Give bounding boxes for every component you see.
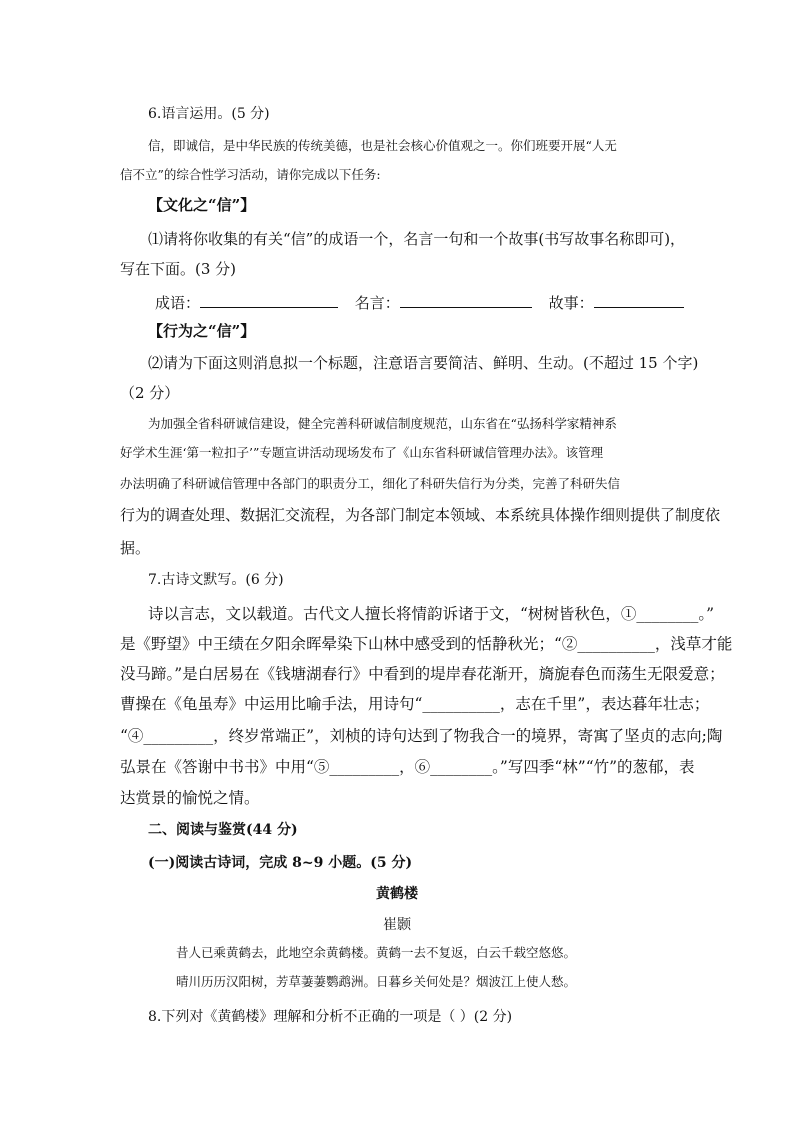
story-answer-blank[interactable] [594,293,684,308]
q7-line7: 达赏景的愉悦之情。 [120,789,260,807]
idiom-label: 成语： [155,294,201,312]
story-label: 故事： [548,294,594,312]
news-line5: 据。 [120,539,151,557]
q7-heading: 7.古诗文默写。(6 分) [148,572,284,588]
q7-line6: 弘景在《答谢中书书》中用“⑤_________，⑥________。”写四季“林”“竹”的葱郁，表 [120,758,695,776]
poem-line2: 晴川历历汉阳树，芳草萋萋鹦鹉洲。日暮乡关何处是？烟波江上使人愁。 [176,974,577,989]
q8-heading: 8.下列对《黄鹤楼》理解和分析不正确的一项是（ ）(2 分) [148,1009,513,1025]
news-line1: 为加强全省科研诚信建设，健全完善科研诚信制度规范，山东省在“弘扬科学家精神系 [148,416,617,431]
task1-line2: 写在下面。(3 分) [120,260,237,278]
section-culture-title: 【文化之“信”】 [148,196,256,214]
q7-line3: 没马蹄。”是白居易在《钱塘湖春行》中看到的堤岸春花渐开，旖旎春色而荡生无限爱意； [120,665,725,683]
idiom-answer-blank[interactable] [200,293,338,308]
news-line4: 行为的调查处理、数据汇交流程，为各部门制定本领域、本系统具体操作细则提供了制度依 [120,506,721,524]
q7-line1: 诗以言志，文以载道。古代文人擅长将情韵诉诸于文，“树树皆秋色，①________。” [148,605,715,623]
q6-intro-line2: 信不立”的综合性学习活动，请你完成以下任务: [120,167,381,182]
task2-line2: （2 分） [120,384,180,402]
q7-line5: “④_________，终岁常端正”，刘桢的诗句达到了物我合一的境界，寄寓了坚贞的志向;陶 [120,727,723,745]
q6-intro-line1: 信，即诚信，是中华民族的传统美德，也是社会核心价值观之一。你们班要开展“人无 [148,138,617,153]
section-behavior-title: 【行为之“信”】 [148,322,256,340]
fill-in-row [155,292,684,313]
news-line2: 好学术生涯‘第一粒扣子’”专题宣讲活动现场发布了《山东省科研诚信管理办法》。该管理 [120,445,604,460]
quote-label: 名言： [354,294,400,312]
poem-author: 崔颢 [383,917,411,933]
task2-line1: ⑵请为下面这则消息拟一个标题，注意语言要简洁、鲜明、生动。(不超过 15 个字) [148,354,699,372]
quote-answer-blank[interactable] [400,293,532,308]
q7-line2: 是《野望》中王绩在夕阳余晖晕染下山林中感受到的恬静秋光；“②__________，浅草才能 [120,635,733,653]
q7-line4: 曹操在《龟虽寿》中运用比喻手法，用诗句“__________，志在千里”，表达暮年壮志； [120,695,710,713]
part2-sub-heading: (一)阅读古诗词，完成 8~9 小题。(5 分) [148,855,413,871]
part2-heading: 二、阅读与鉴赏(44 分) [148,822,298,838]
poem-title: 黄鹤楼 [376,886,418,902]
task1-line1: ⑴请将你收集的有关“信”的成语一个，名言一句和一个故事(书写故事名称即可)， [148,230,686,248]
poem-line1: 昔人已乘黄鹤去，此地空余黄鹤楼。黄鹤一去不复返，白云千载空悠悠。 [176,945,577,960]
q6-heading: 6.语言运用。(5 分) [148,106,270,122]
news-line3: 办法明确了科研诚信管理中各部门的职责分工，细化了科研失信行为分类，完善了科研失信 [120,476,621,491]
